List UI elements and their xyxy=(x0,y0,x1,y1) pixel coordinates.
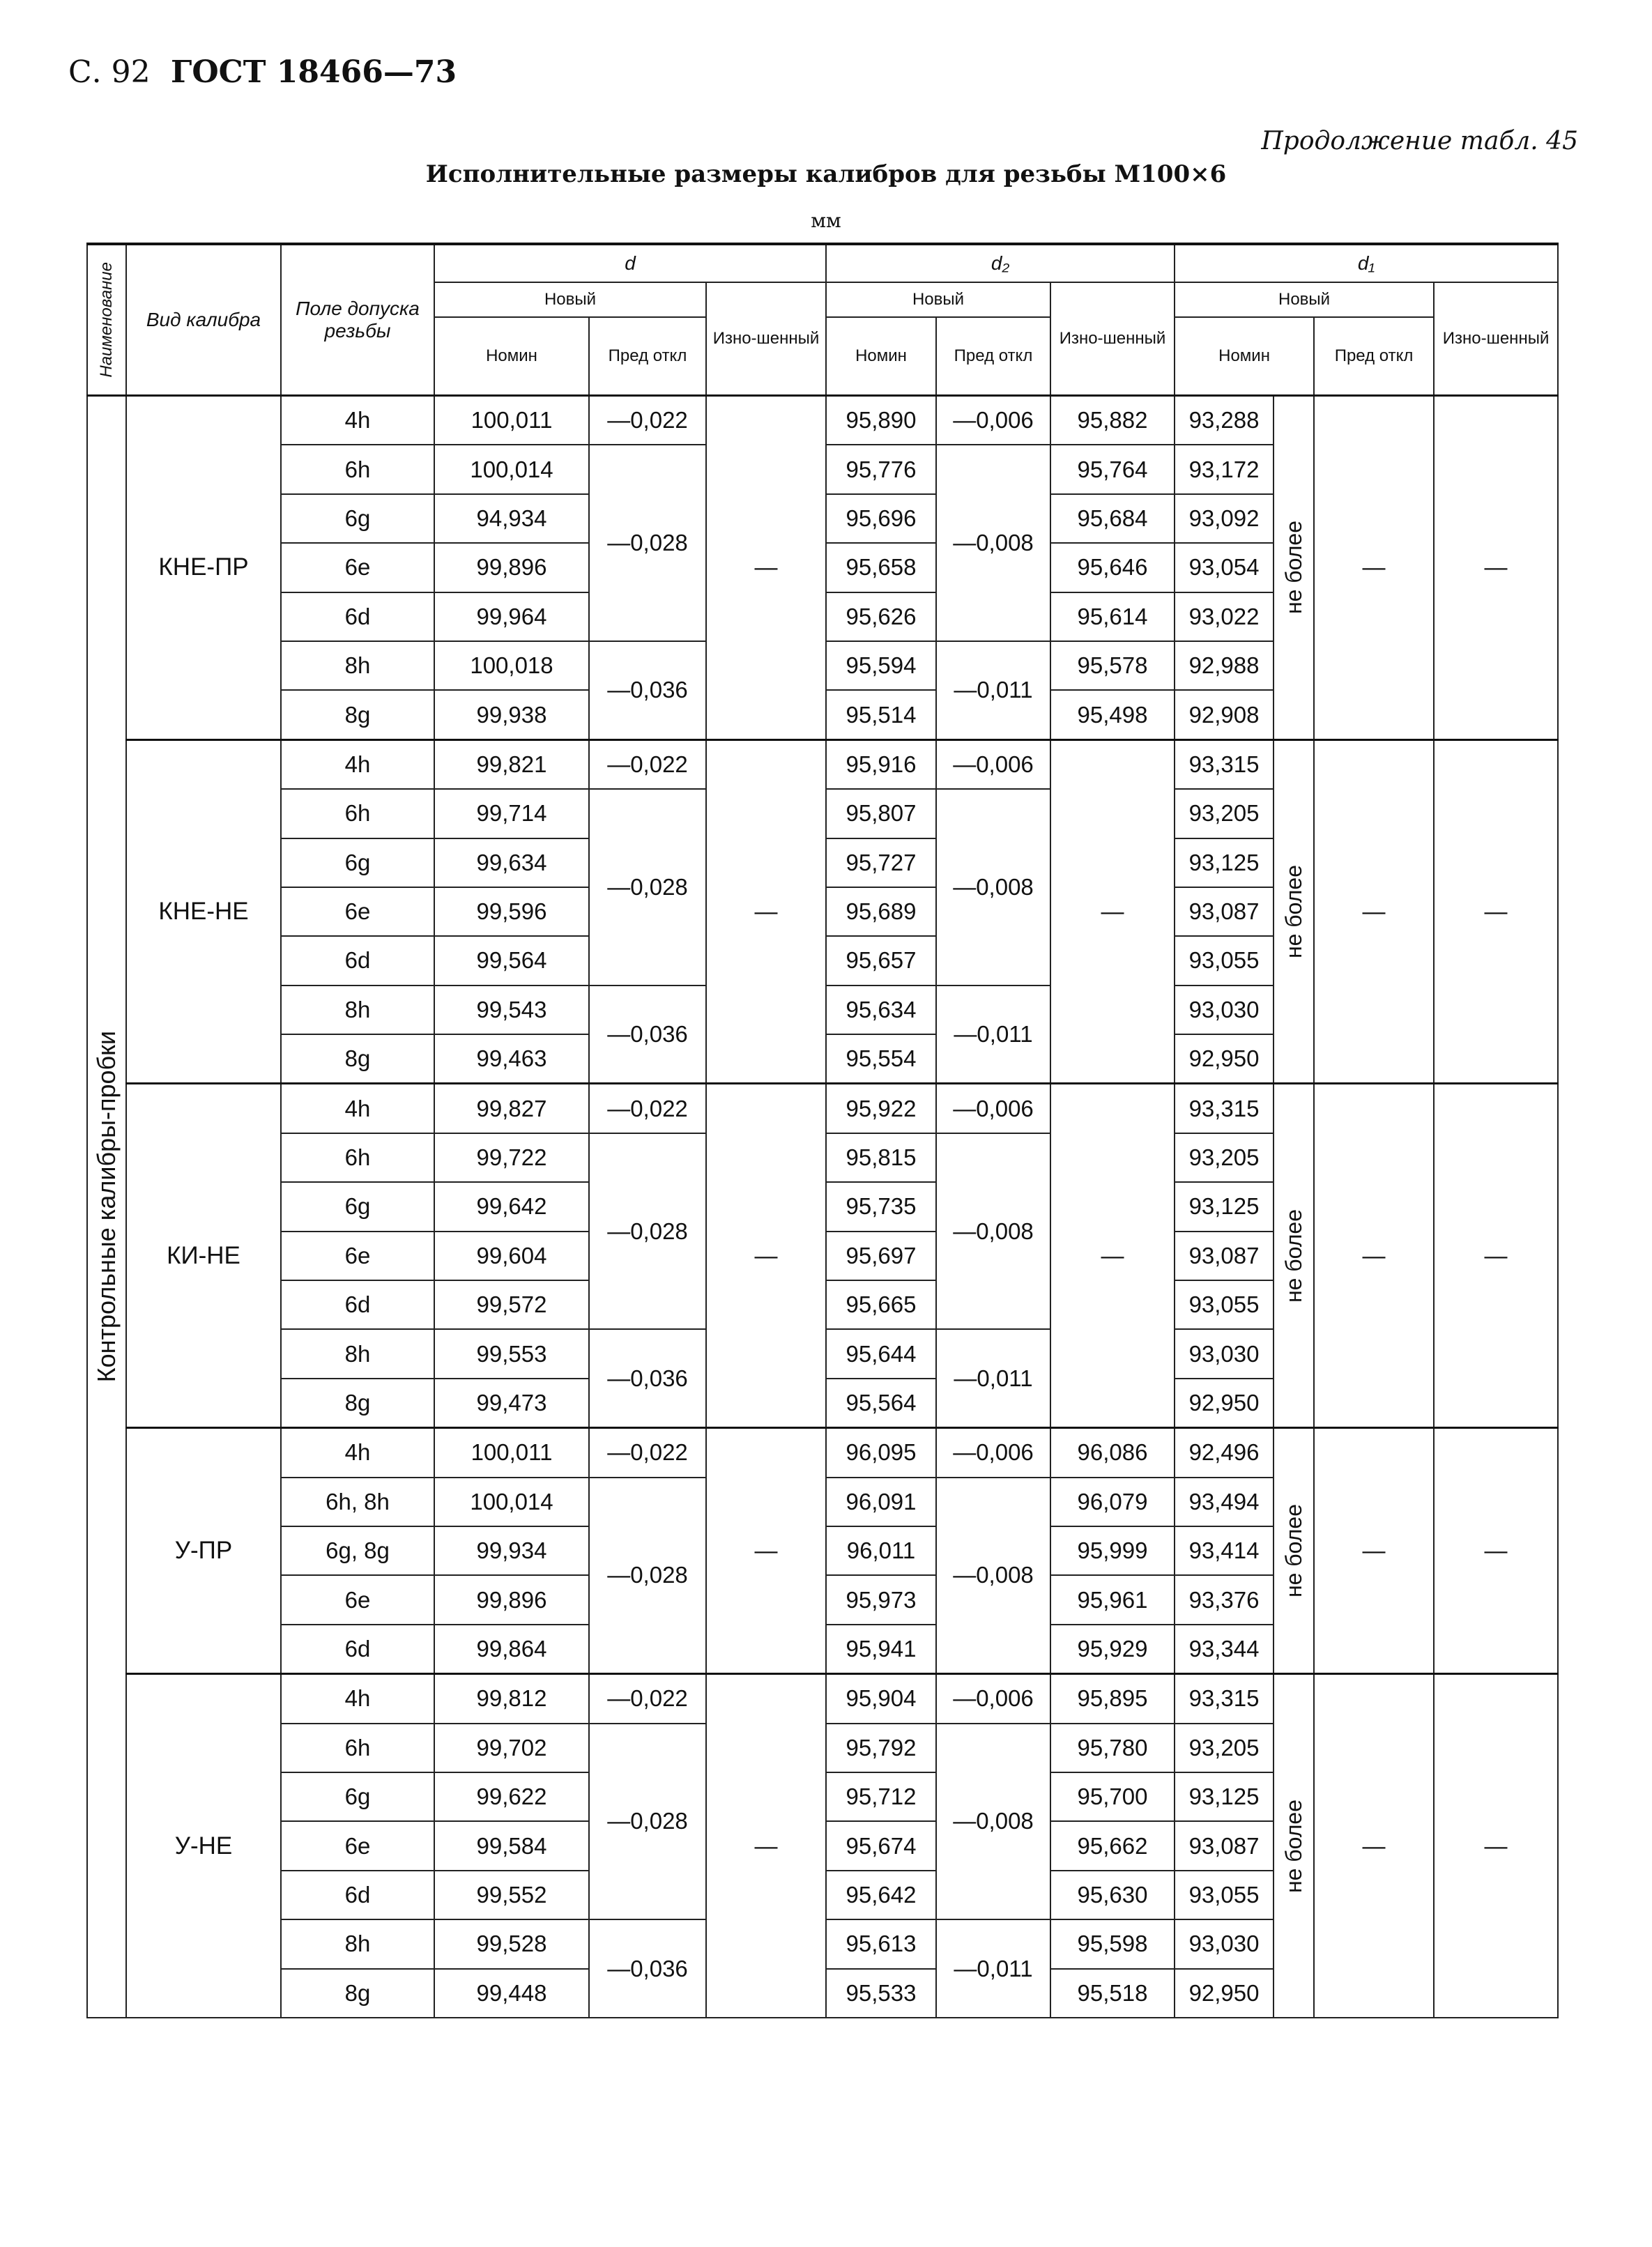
ne-bolee-label: не более xyxy=(1280,1209,1306,1303)
d-nominal: 99,553 xyxy=(434,1329,589,1378)
d-nominal: 99,448 xyxy=(434,1969,589,2018)
d2-nominal: 96,091 xyxy=(826,1478,936,1526)
document-code: ГОСТ 18466—73 xyxy=(170,54,457,90)
tolerance-cell: 6h xyxy=(281,445,434,493)
tolerance-cell: 8h xyxy=(281,1919,434,1968)
d2-nominal: 95,674 xyxy=(826,1821,936,1870)
d1-nominal: 93,315 xyxy=(1175,1674,1274,1724)
tolerance-cell: 8g xyxy=(281,1034,434,1084)
ne-bolee-label: не более xyxy=(1280,1504,1306,1598)
d-nominal: 99,642 xyxy=(434,1182,589,1231)
table-row xyxy=(87,1674,1558,1724)
d2-nominal: 95,514 xyxy=(826,690,936,739)
d-nominal: 99,622 xyxy=(434,1772,589,1821)
d2-nominal: 95,973 xyxy=(826,1575,936,1624)
d2-deviation: —0,006 xyxy=(936,1674,1050,1724)
tolerance-cell: 6g, 8g xyxy=(281,1526,434,1575)
d2-worn: 95,700 xyxy=(1050,1772,1175,1821)
dimensions-table xyxy=(86,243,1559,2018)
tolerance-cell: 6g xyxy=(281,1772,434,1821)
d2-deviation: —0,011 xyxy=(936,1919,1050,2018)
d-deviation: —0,036 xyxy=(589,1329,706,1427)
header-d2-deviation: Пред откл xyxy=(936,317,1050,396)
d2-nominal: 95,697 xyxy=(826,1232,936,1280)
d-deviation: —0,028 xyxy=(589,1724,706,1920)
d-worn-dash: — xyxy=(706,1428,826,1674)
d1-nominal: 93,125 xyxy=(1175,838,1274,887)
tolerance-cell: 4h xyxy=(281,1674,434,1724)
d1-nominal: 93,172 xyxy=(1175,445,1274,493)
d1-nominal: 93,030 xyxy=(1175,1919,1274,1968)
d-nominal: 99,604 xyxy=(434,1232,589,1280)
d2-nominal: 95,904 xyxy=(826,1674,936,1724)
ne-bolee-label: не более xyxy=(1280,865,1306,959)
d-nominal: 99,934 xyxy=(434,1526,589,1575)
d2-worn: 96,086 xyxy=(1050,1428,1175,1478)
d1-worn-dash: — xyxy=(1434,1084,1558,1428)
d1-deviation-dash: — xyxy=(1314,1084,1434,1428)
d-worn-dash: — xyxy=(706,739,826,1084)
d-deviation: —0,036 xyxy=(589,986,706,1084)
d2-worn: 95,764 xyxy=(1050,445,1175,493)
gauge-type-name: У-НЕ xyxy=(126,1674,281,2018)
ne-bolee-cell xyxy=(1274,1674,1314,2018)
d2-nominal: 95,657 xyxy=(826,936,936,985)
d1-nominal: 93,087 xyxy=(1175,887,1274,936)
d-worn-dash: — xyxy=(706,396,826,740)
ne-bolee-label: не более xyxy=(1280,1799,1306,1893)
d-deviation: —0,028 xyxy=(589,1478,706,1674)
d2-deviation: —0,006 xyxy=(936,1428,1050,1478)
header-d: d xyxy=(434,244,826,282)
d2-nominal: 95,922 xyxy=(826,1084,936,1133)
group-label: Контрольные калибры-пробки xyxy=(92,1031,121,1383)
d-deviation: —0,022 xyxy=(589,1084,706,1133)
d2-worn: 95,598 xyxy=(1050,1919,1175,1968)
d2-worn: 95,630 xyxy=(1050,1871,1175,1919)
d2-nominal: 95,533 xyxy=(826,1969,936,2018)
d-nominal: 100,011 xyxy=(434,1428,589,1478)
header-name: Наименование xyxy=(87,244,126,396)
d-nominal: 99,634 xyxy=(434,838,589,887)
tolerance-cell: 6d xyxy=(281,1625,434,1674)
d-deviation: —0,022 xyxy=(589,1428,706,1478)
d1-worn-dash: — xyxy=(1434,396,1558,740)
tolerance-cell: 6d xyxy=(281,1280,434,1329)
d-nominal: 100,011 xyxy=(434,396,589,445)
d1-nominal: 92,496 xyxy=(1175,1428,1274,1478)
tolerance-cell: 8h xyxy=(281,1329,434,1378)
d1-nominal: 93,054 xyxy=(1175,543,1274,592)
tolerance-cell: 6d xyxy=(281,936,434,985)
d2-nominal: 95,642 xyxy=(826,1871,936,1919)
d2-nominal: 95,727 xyxy=(826,838,936,887)
d-nominal: 99,722 xyxy=(434,1133,589,1182)
d2-worn: 95,578 xyxy=(1050,641,1175,690)
tolerance-cell: 6g xyxy=(281,838,434,887)
d2-nominal: 95,807 xyxy=(826,789,936,838)
tolerance-cell: 8h xyxy=(281,986,434,1034)
header-tolerance: Поле допуска резьбы xyxy=(281,244,434,396)
d2-deviation: —0,006 xyxy=(936,739,1050,789)
d-nominal: 99,827 xyxy=(434,1084,589,1133)
d1-nominal: 93,030 xyxy=(1175,1329,1274,1378)
d2-nominal: 95,792 xyxy=(826,1724,936,1772)
d1-nominal: 92,950 xyxy=(1175,1969,1274,2018)
d-nominal: 99,584 xyxy=(434,1821,589,1870)
d-nominal: 99,543 xyxy=(434,986,589,1034)
tolerance-cell: 4h xyxy=(281,1428,434,1478)
units-label: мм xyxy=(811,209,841,232)
tolerance-cell: 6g xyxy=(281,494,434,543)
header-gauge-type: Вид калибра xyxy=(126,244,281,396)
header-d-new: Новый xyxy=(434,282,706,317)
d2-worn: 95,929 xyxy=(1050,1625,1175,1674)
d-nominal: 100,014 xyxy=(434,1478,589,1526)
d1-worn-dash: — xyxy=(1434,1428,1558,1674)
d-deviation: —0,036 xyxy=(589,1919,706,2018)
d1-nominal: 93,022 xyxy=(1175,592,1274,641)
d2-nominal: 95,554 xyxy=(826,1034,936,1084)
d-nominal: 99,564 xyxy=(434,936,589,985)
d1-nominal: 93,055 xyxy=(1175,936,1274,985)
d1-deviation-dash: — xyxy=(1314,739,1434,1084)
d2-worn: 95,518 xyxy=(1050,1969,1175,2018)
d2-nominal: 95,594 xyxy=(826,641,936,690)
tolerance-cell: 6e xyxy=(281,887,434,936)
d-nominal: 99,896 xyxy=(434,1575,589,1624)
d2-deviation: —0,008 xyxy=(936,1724,1050,1920)
d2-nominal: 95,634 xyxy=(826,986,936,1034)
gauge-type-name: КНЕ-НЕ xyxy=(126,739,281,1084)
d1-deviation-dash: — xyxy=(1314,1674,1434,2018)
tolerance-cell: 8g xyxy=(281,690,434,739)
d1-nominal: 92,950 xyxy=(1175,1034,1274,1084)
page-number: С. 92 xyxy=(68,54,151,90)
header-d2-new: Новый xyxy=(826,282,1050,317)
d1-nominal: 93,030 xyxy=(1175,986,1274,1034)
d2-worn-dash: — xyxy=(1050,1084,1175,1428)
d1-nominal: 93,092 xyxy=(1175,494,1274,543)
header-d1: d₁ xyxy=(1175,244,1558,282)
table-row xyxy=(87,396,1558,445)
d1-nominal: 93,494 xyxy=(1175,1478,1274,1526)
tolerance-cell: 4h xyxy=(281,739,434,789)
ne-bolee-cell xyxy=(1274,396,1314,740)
d2-nominal: 95,941 xyxy=(826,1625,936,1674)
header-d-nominal: Номин xyxy=(434,317,589,396)
d2-nominal: 96,095 xyxy=(826,1428,936,1478)
tolerance-cell: 6e xyxy=(281,1821,434,1870)
d2-nominal: 95,712 xyxy=(826,1772,936,1821)
d1-nominal: 93,288 xyxy=(1175,396,1274,445)
d1-nominal: 93,344 xyxy=(1175,1625,1274,1674)
d1-nominal: 93,087 xyxy=(1175,1821,1274,1870)
tolerance-cell: 8g xyxy=(281,1379,434,1428)
d1-deviation-dash: — xyxy=(1314,396,1434,740)
d2-nominal: 95,658 xyxy=(826,543,936,592)
tolerance-cell: 6e xyxy=(281,1575,434,1624)
tolerance-cell: 6h xyxy=(281,789,434,838)
d2-nominal: 95,613 xyxy=(826,1919,936,1968)
d2-nominal: 95,689 xyxy=(826,887,936,936)
table-row xyxy=(87,1428,1558,1478)
d1-worn-dash: — xyxy=(1434,1674,1558,2018)
d2-deviation: —0,008 xyxy=(936,445,1050,641)
tolerance-cell: 6g xyxy=(281,1182,434,1231)
d1-nominal: 93,055 xyxy=(1175,1280,1274,1329)
d-nominal: 99,552 xyxy=(434,1871,589,1919)
d-deviation: —0,022 xyxy=(589,739,706,789)
d-deviation: —0,028 xyxy=(589,1133,706,1330)
d2-nominal: 95,665 xyxy=(826,1280,936,1329)
header-d1-nominal: Номин xyxy=(1175,317,1314,396)
d2-worn: 96,079 xyxy=(1050,1478,1175,1526)
d-nominal: 94,934 xyxy=(434,494,589,543)
tolerance-cell: 4h xyxy=(281,396,434,445)
d1-nominal: 92,950 xyxy=(1175,1379,1274,1428)
d2-deviation: —0,006 xyxy=(936,1084,1050,1133)
header-d-deviation: Пред откл xyxy=(589,317,706,396)
d-nominal: 99,702 xyxy=(434,1724,589,1772)
d-deviation: —0,028 xyxy=(589,789,706,986)
table-row xyxy=(87,739,1558,789)
d-nominal: 99,896 xyxy=(434,543,589,592)
d-nominal: 99,821 xyxy=(434,739,589,789)
d-nominal: 99,528 xyxy=(434,1919,589,1968)
d2-deviation: —0,011 xyxy=(936,641,1050,739)
ne-bolee-label: не более xyxy=(1280,521,1306,615)
d2-nominal: 95,916 xyxy=(826,739,936,789)
d1-deviation-dash: — xyxy=(1314,1428,1434,1674)
d1-worn-dash: — xyxy=(1434,739,1558,1084)
d2-worn: 95,646 xyxy=(1050,543,1175,592)
d2-worn: 95,882 xyxy=(1050,396,1175,445)
d-nominal: 99,596 xyxy=(434,887,589,936)
d-nominal: 99,938 xyxy=(434,690,589,739)
tolerance-cell: 6d xyxy=(281,592,434,641)
d2-worn: 95,662 xyxy=(1050,1821,1175,1870)
d-nominal: 99,463 xyxy=(434,1034,589,1084)
d-deviation: —0,022 xyxy=(589,1674,706,1724)
d2-deviation: —0,006 xyxy=(936,396,1050,445)
tolerance-cell: 6e xyxy=(281,543,434,592)
header-d2-nominal: Номин xyxy=(826,317,936,396)
d1-nominal: 92,908 xyxy=(1175,690,1274,739)
d2-deviation: —0,011 xyxy=(936,986,1050,1084)
header-d1-worn: Изно-шенный xyxy=(1434,282,1558,396)
d1-nominal: 93,087 xyxy=(1175,1232,1274,1280)
d1-nominal: 92,988 xyxy=(1175,641,1274,690)
d1-nominal: 93,315 xyxy=(1175,1084,1274,1133)
d-nominal: 100,018 xyxy=(434,641,589,690)
d-nominal: 99,572 xyxy=(434,1280,589,1329)
header-d2-worn: Изно-шенный xyxy=(1050,282,1175,396)
d2-nominal: 95,564 xyxy=(826,1379,936,1428)
d1-nominal: 93,055 xyxy=(1175,1871,1274,1919)
d2-deviation: —0,008 xyxy=(936,1478,1050,1674)
d2-worn: 95,895 xyxy=(1050,1674,1175,1724)
tolerance-cell: 8g xyxy=(281,1969,434,2018)
table-title: Исполнительные размеры калибров для резьбы М100×6 xyxy=(425,160,1227,188)
d1-nominal: 93,205 xyxy=(1175,1724,1274,1772)
tolerance-cell: 6e xyxy=(281,1232,434,1280)
d-deviation: —0,022 xyxy=(589,396,706,445)
d2-worn: 95,684 xyxy=(1050,494,1175,543)
d-nominal: 99,812 xyxy=(434,1674,589,1724)
header-d-worn: Изно-шенный xyxy=(706,282,826,396)
group-label-cell xyxy=(87,396,126,2018)
d-deviation: —0,036 xyxy=(589,641,706,739)
d2-nominal: 95,696 xyxy=(826,494,936,543)
d-worn-dash: — xyxy=(706,1084,826,1428)
tolerance-cell: 8h xyxy=(281,641,434,690)
d2-worn: 95,614 xyxy=(1050,592,1175,641)
d2-worn-dash: — xyxy=(1050,739,1175,1084)
d1-nominal: 93,414 xyxy=(1175,1526,1274,1575)
d-nominal: 99,864 xyxy=(434,1625,589,1674)
ne-bolee-cell xyxy=(1274,1428,1314,1674)
table-row xyxy=(87,1084,1558,1133)
d2-nominal: 95,644 xyxy=(826,1329,936,1378)
header-d2: d₂ xyxy=(826,244,1175,282)
d1-nominal: 93,125 xyxy=(1175,1182,1274,1231)
continuation-label: Продолжение табл. 45 xyxy=(1261,127,1578,155)
d2-worn: 95,498 xyxy=(1050,690,1175,739)
header-d1-deviation: Пред откл xyxy=(1314,317,1434,396)
table-body xyxy=(87,396,1558,2018)
d2-worn: 95,999 xyxy=(1050,1526,1175,1575)
d2-worn: 95,961 xyxy=(1050,1575,1175,1624)
tolerance-cell: 6d xyxy=(281,1871,434,1919)
d-deviation: —0,028 xyxy=(589,445,706,641)
tolerance-cell: 6h xyxy=(281,1133,434,1182)
d2-deviation: —0,008 xyxy=(936,789,1050,986)
gauge-type-name: КНЕ-ПР xyxy=(126,396,281,740)
d2-nominal: 95,776 xyxy=(826,445,936,493)
d-nominal: 100,014 xyxy=(434,445,589,493)
d-nominal: 99,964 xyxy=(434,592,589,641)
d1-nominal: 93,125 xyxy=(1175,1772,1274,1821)
d2-deviation: —0,008 xyxy=(936,1133,1050,1330)
d2-worn: 95,780 xyxy=(1050,1724,1175,1772)
d1-nominal: 93,205 xyxy=(1175,1133,1274,1182)
d2-deviation: —0,011 xyxy=(936,1329,1050,1427)
ne-bolee-cell xyxy=(1274,1084,1314,1428)
table-header xyxy=(87,244,1558,396)
tolerance-cell: 4h xyxy=(281,1084,434,1133)
d2-nominal: 95,815 xyxy=(826,1133,936,1182)
d-nominal: 99,714 xyxy=(434,789,589,838)
d2-nominal: 96,011 xyxy=(826,1526,936,1575)
d2-nominal: 95,890 xyxy=(826,396,936,445)
d-nominal: 99,473 xyxy=(434,1379,589,1428)
d2-nominal: 95,626 xyxy=(826,592,936,641)
d1-nominal: 93,315 xyxy=(1175,739,1274,789)
d1-nominal: 93,205 xyxy=(1175,789,1274,838)
d-worn-dash: — xyxy=(706,1674,826,2018)
d1-nominal: 93,376 xyxy=(1175,1575,1274,1624)
gauge-type-name: У-ПР xyxy=(126,1428,281,1674)
header-d1-new: Новый xyxy=(1175,282,1434,317)
page-header xyxy=(68,54,457,90)
d2-nominal: 95,735 xyxy=(826,1182,936,1231)
tolerance-cell: 6h xyxy=(281,1724,434,1772)
tolerance-cell: 6h, 8h xyxy=(281,1478,434,1526)
ne-bolee-cell xyxy=(1274,739,1314,1084)
gauge-type-name: КИ-НЕ xyxy=(126,1084,281,1428)
